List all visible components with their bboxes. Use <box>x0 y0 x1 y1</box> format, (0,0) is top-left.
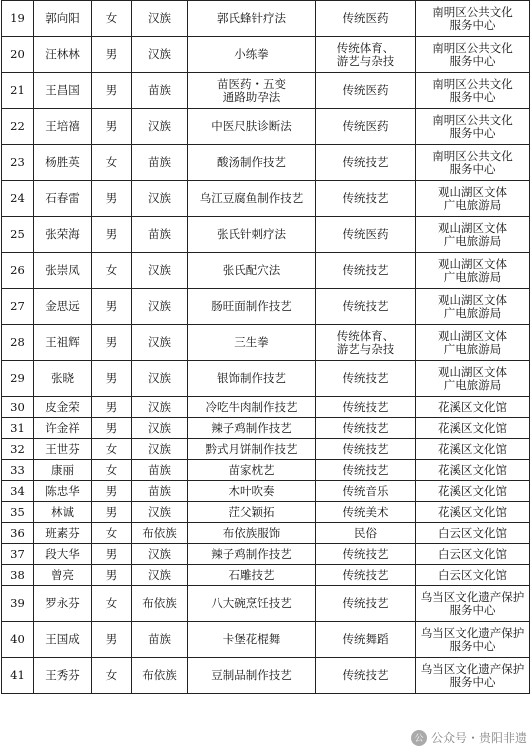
table-row <box>2 361 530 397</box>
category: 传统技艺 <box>316 289 416 325</box>
protection-unit: 乌当区文化遗产保护 服务中心 <box>416 622 530 658</box>
protection-unit: 南明区公共文化 服务中心 <box>416 1 530 37</box>
protection-unit: 乌当区文化遗产保护 服务中心 <box>416 586 530 622</box>
table-row <box>2 544 530 565</box>
project-name: 布依族服饰 <box>188 523 316 544</box>
project-name: 张氏针刺疗法 <box>188 217 316 253</box>
inheritor-name: 王国成 <box>34 622 92 658</box>
table-row <box>2 289 530 325</box>
project-name: 银饰制作技艺 <box>188 361 316 397</box>
gender: 男 <box>92 418 132 439</box>
gender: 女 <box>92 145 132 181</box>
protection-unit: 南明区公共文化 服务中心 <box>416 73 530 109</box>
watermark-text: 公众号・贵阳非遗 <box>430 731 527 745</box>
gender: 男 <box>92 181 132 217</box>
ethnicity: 苗族 <box>132 460 188 481</box>
project-name: 八大碗烹饪技艺 <box>188 586 316 622</box>
category: 传统技艺 <box>316 460 416 481</box>
inheritor-name: 罗永芬 <box>34 586 92 622</box>
project-name: 豆制品制作技艺 <box>188 658 316 694</box>
gender: 男 <box>92 73 132 109</box>
protection-unit: 白云区文化馆 <box>416 544 530 565</box>
category: 传统技艺 <box>316 145 416 181</box>
protection-unit: 花溪区文化馆 <box>416 481 530 502</box>
table-row <box>2 481 530 502</box>
project-name: 苗医药・五变 通路助孕法 <box>188 73 316 109</box>
row-number: 37 <box>2 544 34 565</box>
wechat-logo-icon: 公 <box>411 730 427 746</box>
row-number: 39 <box>2 586 34 622</box>
ethnicity: 汉族 <box>132 565 188 586</box>
ethnicity: 汉族 <box>132 325 188 361</box>
row-number: 40 <box>2 622 34 658</box>
inheritor-table <box>1 0 530 694</box>
protection-unit: 花溪区文化馆 <box>416 418 530 439</box>
table-body <box>2 1 530 694</box>
row-number: 19 <box>2 1 34 37</box>
table-row <box>2 109 530 145</box>
table-row <box>2 181 530 217</box>
table-row <box>2 622 530 658</box>
ethnicity: 布依族 <box>132 658 188 694</box>
gender: 男 <box>92 37 132 73</box>
category: 传统技艺 <box>316 361 416 397</box>
gender: 女 <box>92 460 132 481</box>
ethnicity: 汉族 <box>132 418 188 439</box>
inheritor-name: 王昌国 <box>34 73 92 109</box>
gender: 男 <box>92 502 132 523</box>
table-row <box>2 586 530 622</box>
gender: 男 <box>92 397 132 418</box>
table-row <box>2 145 530 181</box>
row-number: 32 <box>2 439 34 460</box>
project-name: 张氏配穴法 <box>188 253 316 289</box>
row-number: 26 <box>2 253 34 289</box>
protection-unit: 观山湖区文体 广电旅游局 <box>416 217 530 253</box>
row-number: 38 <box>2 565 34 586</box>
category: 传统音乐 <box>316 481 416 502</box>
inheritor-name: 郭向阳 <box>34 1 92 37</box>
ethnicity: 汉族 <box>132 181 188 217</box>
row-number: 28 <box>2 325 34 361</box>
row-number: 25 <box>2 217 34 253</box>
inheritor-name: 段大华 <box>34 544 92 565</box>
project-name: 茳父颖拓 <box>188 502 316 523</box>
table-row <box>2 1 530 37</box>
gender: 男 <box>92 289 132 325</box>
inheritor-name: 王培禧 <box>34 109 92 145</box>
ethnicity: 汉族 <box>132 37 188 73</box>
project-name: 肠旺面制作技艺 <box>188 289 316 325</box>
ethnicity: 苗族 <box>132 622 188 658</box>
table-row <box>2 253 530 289</box>
inheritor-name: 张崇凤 <box>34 253 92 289</box>
gender: 女 <box>92 439 132 460</box>
project-name: 石雕技艺 <box>188 565 316 586</box>
project-name: 中医尺肤诊断法 <box>188 109 316 145</box>
inheritor-name: 陈忠华 <box>34 481 92 502</box>
ethnicity: 苗族 <box>132 145 188 181</box>
ethnicity: 汉族 <box>132 253 188 289</box>
category: 传统医药 <box>316 109 416 145</box>
table-row <box>2 325 530 361</box>
table-row <box>2 523 530 544</box>
inheritor-name: 皮金荣 <box>34 397 92 418</box>
inheritor-name: 张荣海 <box>34 217 92 253</box>
table-row <box>2 460 530 481</box>
row-number: 30 <box>2 397 34 418</box>
category: 传统技艺 <box>316 397 416 418</box>
ethnicity: 汉族 <box>132 502 188 523</box>
category: 传统医药 <box>316 1 416 37</box>
gender: 男 <box>92 361 132 397</box>
wechat-watermark <box>411 729 527 746</box>
table-row <box>2 418 530 439</box>
gender: 女 <box>92 523 132 544</box>
project-name: 三生拳 <box>188 325 316 361</box>
row-number: 21 <box>2 73 34 109</box>
project-name: 苗家枕艺 <box>188 460 316 481</box>
row-number: 23 <box>2 145 34 181</box>
ethnicity: 汉族 <box>132 361 188 397</box>
row-number: 35 <box>2 502 34 523</box>
gender: 女 <box>92 253 132 289</box>
row-number: 34 <box>2 481 34 502</box>
inheritor-name: 汪林林 <box>34 37 92 73</box>
ethnicity: 汉族 <box>132 109 188 145</box>
ethnicity: 汉族 <box>132 439 188 460</box>
category: 传统体育、 游艺与杂技 <box>316 325 416 361</box>
table-row <box>2 397 530 418</box>
protection-unit: 观山湖区文体 广电旅游局 <box>416 361 530 397</box>
category: 传统技艺 <box>316 586 416 622</box>
table-row <box>2 502 530 523</box>
row-number: 36 <box>2 523 34 544</box>
gender: 男 <box>92 481 132 502</box>
inheritor-name: 金思远 <box>34 289 92 325</box>
ethnicity: 苗族 <box>132 73 188 109</box>
protection-unit: 乌当区文化遗产保护 服务中心 <box>416 658 530 694</box>
gender: 女 <box>92 586 132 622</box>
gender: 女 <box>92 1 132 37</box>
table-row <box>2 565 530 586</box>
category: 传统技艺 <box>316 253 416 289</box>
category: 传统医药 <box>316 217 416 253</box>
ethnicity: 汉族 <box>132 544 188 565</box>
table-row <box>2 439 530 460</box>
project-name: 辣子鸡制作技艺 <box>188 544 316 565</box>
category: 传统体育、 游艺与杂技 <box>316 37 416 73</box>
protection-unit: 南明区公共文化 服务中心 <box>416 109 530 145</box>
project-name: 卡堡花棍舞 <box>188 622 316 658</box>
category: 传统技艺 <box>316 418 416 439</box>
gender: 男 <box>92 622 132 658</box>
ethnicity: 布依族 <box>132 523 188 544</box>
project-name: 冷吃牛肉制作技艺 <box>188 397 316 418</box>
table-row <box>2 73 530 109</box>
category: 传统技艺 <box>316 658 416 694</box>
ethnicity: 汉族 <box>132 1 188 37</box>
row-number: 41 <box>2 658 34 694</box>
gender: 男 <box>92 217 132 253</box>
row-number: 29 <box>2 361 34 397</box>
project-name: 木叶吹奏 <box>188 481 316 502</box>
project-name: 乌江豆腐鱼制作技艺 <box>188 181 316 217</box>
inheritor-name: 王世芬 <box>34 439 92 460</box>
protection-unit: 花溪区文化馆 <box>416 460 530 481</box>
gender: 男 <box>92 325 132 361</box>
row-number: 22 <box>2 109 34 145</box>
ethnicity: 布依族 <box>132 586 188 622</box>
category: 传统技艺 <box>316 544 416 565</box>
gender: 男 <box>92 544 132 565</box>
row-number: 27 <box>2 289 34 325</box>
protection-unit: 白云区文化馆 <box>416 523 530 544</box>
protection-unit: 花溪区文化馆 <box>416 502 530 523</box>
project-name: 黔式月饼制作技艺 <box>188 439 316 460</box>
inheritor-name: 王祖辉 <box>34 325 92 361</box>
gender: 男 <box>92 109 132 145</box>
row-number: 33 <box>2 460 34 481</box>
ethnicity: 苗族 <box>132 217 188 253</box>
protection-unit: 花溪区文化馆 <box>416 439 530 460</box>
protection-unit: 白云区文化馆 <box>416 565 530 586</box>
category: 传统技艺 <box>316 181 416 217</box>
row-number: 24 <box>2 181 34 217</box>
table-row <box>2 658 530 694</box>
inheritor-name: 杨胜英 <box>34 145 92 181</box>
table-row <box>2 217 530 253</box>
category: 传统美术 <box>316 502 416 523</box>
project-name: 酸汤制作技艺 <box>188 145 316 181</box>
category: 民俗 <box>316 523 416 544</box>
protection-unit: 南明区公共文化 服务中心 <box>416 145 530 181</box>
project-name: 小练拳 <box>188 37 316 73</box>
inheritor-name: 康丽 <box>34 460 92 481</box>
protection-unit: 观山湖区文体 广电旅游局 <box>416 181 530 217</box>
protection-unit: 观山湖区文体 广电旅游局 <box>416 253 530 289</box>
category: 传统技艺 <box>316 565 416 586</box>
table-row <box>2 37 530 73</box>
row-number: 20 <box>2 37 34 73</box>
protection-unit: 观山湖区文体 广电旅游局 <box>416 289 530 325</box>
project-name: 辣子鸡制作技艺 <box>188 418 316 439</box>
row-number: 31 <box>2 418 34 439</box>
inheritor-name: 石春雷 <box>34 181 92 217</box>
inheritor-name: 曾亮 <box>34 565 92 586</box>
inheritor-name: 王秀芬 <box>34 658 92 694</box>
ethnicity: 苗族 <box>132 481 188 502</box>
protection-unit: 南明区公共文化 服务中心 <box>416 37 530 73</box>
inheritor-name: 林诚 <box>34 502 92 523</box>
gender: 女 <box>92 658 132 694</box>
ethnicity: 汉族 <box>132 397 188 418</box>
inheritor-name: 班素芬 <box>34 523 92 544</box>
inheritor-name: 许金祥 <box>34 418 92 439</box>
category: 传统舞蹈 <box>316 622 416 658</box>
gender: 男 <box>92 565 132 586</box>
project-name: 郭氏蜂针疗法 <box>188 1 316 37</box>
ethnicity: 汉族 <box>132 289 188 325</box>
category: 传统医药 <box>316 73 416 109</box>
protection-unit: 观山湖区文体 广电旅游局 <box>416 325 530 361</box>
inheritor-name: 张晓 <box>34 361 92 397</box>
category: 传统技艺 <box>316 439 416 460</box>
protection-unit: 花溪区文化馆 <box>416 397 530 418</box>
